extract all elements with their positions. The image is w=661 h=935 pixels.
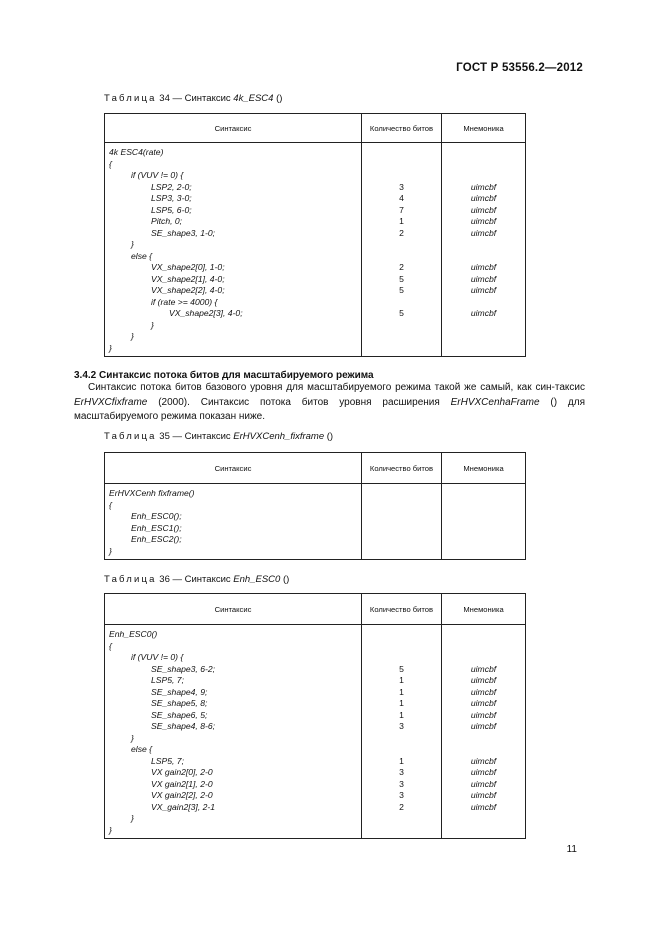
mnemonic-value: uimcbf — [470, 790, 497, 800]
mnemonic-value: uimcbf — [470, 686, 497, 697]
code-line: Enh_ESC0() — [109, 629, 158, 639]
page-number: 11 — [566, 844, 577, 855]
code-line: { — [109, 158, 112, 169]
mnemonic-value: uimcbf — [470, 663, 497, 674]
mnemonic-value — [442, 320, 525, 332]
mnemonic-cell — [442, 484, 526, 560]
mnemonic-value: uimcbf — [470, 216, 497, 226]
code-line: } — [131, 732, 134, 743]
code-line: if (VUV != 0) { — [131, 170, 184, 180]
bits-value — [362, 331, 441, 343]
bits-value — [362, 239, 441, 251]
bits-value — [362, 733, 441, 745]
caption-number: 35 — Синтаксис — [159, 431, 234, 442]
bits-value: 5 — [399, 285, 404, 295]
table-34 — [104, 113, 526, 357]
mnemonic-value: uimcbf — [470, 709, 497, 720]
bits-value: 3 — [399, 767, 404, 777]
code-line: VX gain2[2], 2-0 — [151, 790, 213, 800]
header-syntax: Синтаксис — [105, 114, 362, 143]
mnemonic-value — [442, 147, 525, 159]
code-line: LSP3, 3-0; — [151, 193, 192, 203]
bits-value — [362, 652, 441, 664]
header-mnemonic: Мнемоника — [442, 114, 526, 143]
mnemonic-value — [442, 534, 525, 546]
code-line: VX gain2[0], 2-0 — [151, 767, 213, 777]
code-line: } — [131, 813, 134, 823]
bits-value: 1 — [399, 755, 404, 766]
caption-prefix: Таблица — [104, 574, 157, 585]
code-line: } — [109, 342, 112, 353]
code-line: } — [131, 239, 134, 249]
header-bits: Количество битов — [362, 453, 442, 484]
mnemonic-value — [442, 500, 525, 512]
bits-value — [362, 488, 441, 500]
table35-caption — [104, 431, 333, 442]
code-line: SE_shape3, 6-2; — [151, 663, 216, 674]
code-line: } — [109, 824, 112, 835]
code-line: if (VUV != 0) { — [131, 652, 184, 662]
code-line: } — [109, 545, 112, 556]
mnemonic-value: uimcbf — [470, 767, 497, 777]
mnemonic-cell — [442, 625, 526, 839]
code-line: } — [131, 331, 134, 341]
bits-value: 1 — [399, 216, 404, 226]
bits-cell — [362, 625, 442, 839]
syntax-cell — [105, 484, 362, 560]
mnemonic-value — [442, 159, 525, 171]
code-line: Enh_ESC0(); — [131, 511, 182, 521]
mnemonic-value — [442, 343, 525, 355]
bits-value — [362, 251, 441, 263]
mnemonic-value — [442, 511, 525, 523]
syntax-cell — [105, 625, 362, 839]
code-line: LSP5, 7; — [151, 675, 184, 685]
table-36 — [104, 593, 526, 839]
bits-value — [362, 511, 441, 523]
bits-value: 5 — [399, 308, 404, 318]
table-35 — [104, 452, 526, 560]
para-text-1: Синтаксис потока битов базового уровня для масштабируемого режима такой же самый, как син-таксис — [88, 382, 585, 393]
code-line: LSP5, 7; — [151, 755, 184, 766]
code-line: 4k ESC4(rate) — [109, 147, 164, 157]
code-line: { — [109, 640, 112, 651]
bits-value: 1 — [399, 675, 404, 685]
caption-number: 34 — Синтаксис — [159, 93, 234, 104]
bits-value: 7 — [399, 204, 404, 215]
mnemonic-value — [442, 488, 525, 500]
bits-value: 4 — [399, 193, 404, 203]
code-line: LSP2, 2-0; — [151, 181, 192, 192]
mnemonic-value — [442, 825, 525, 837]
mnemonic-value — [442, 331, 525, 343]
caption-suffix: () — [273, 93, 283, 104]
code-line: VX_shape2[1], 4-0; — [151, 273, 225, 284]
code-line: VX_shape2[3], 4-0; — [169, 308, 243, 318]
mnemonic-value: uimcbf — [470, 698, 497, 708]
header-syntax: Синтаксис — [105, 594, 362, 625]
code-line: SE_shape5, 8; — [151, 698, 208, 708]
bits-value — [362, 546, 441, 558]
code-line: else { — [131, 250, 153, 261]
header-mnemonic: Мнемоника — [442, 453, 526, 484]
mnemonic-value — [442, 170, 525, 182]
bits-value — [362, 825, 441, 837]
caption-name: 4k_ESC4 — [233, 93, 274, 104]
bits-value — [362, 343, 441, 355]
bits-value — [362, 170, 441, 182]
mnemonic-value — [442, 813, 525, 825]
mnemonic-value: uimcbf — [470, 181, 497, 192]
caption-name: ErHVXCenh_fixframe — [233, 431, 325, 442]
mnemonic-value: uimcbf — [470, 308, 497, 318]
caption-prefix: Таблица — [104, 431, 157, 442]
header-syntax: Синтаксис — [105, 453, 362, 484]
mnemonic-value: uimcbf — [470, 204, 497, 215]
code-line: VX_shape2[0], 1-0; — [151, 262, 225, 272]
mnemonic-value: uimcbf — [470, 675, 497, 685]
mnemonic-value — [442, 546, 525, 558]
mnemonic-value: uimcbf — [470, 227, 497, 238]
code-line: SE_shape6, 5; — [151, 709, 208, 720]
bits-value: 1 — [399, 709, 404, 720]
mnemonic-value: uimcbf — [470, 801, 497, 812]
code-line: SE_shape3, 1-0; — [151, 227, 216, 238]
bits-value — [362, 159, 441, 171]
mnemonic-value — [442, 744, 525, 756]
bits-value — [362, 813, 441, 825]
bits-value: 3 — [399, 790, 404, 800]
bits-value: 5 — [399, 273, 404, 284]
mnemonic-value: uimcbf — [470, 755, 497, 766]
bits-value: 5 — [399, 663, 404, 674]
mnemonic-value: uimcbf — [470, 193, 497, 203]
header-mnemonic: Мнемоника — [442, 594, 526, 625]
caption-number: 36 — Синтаксис — [159, 574, 234, 585]
syntax-cell — [105, 143, 362, 357]
mnemonic-value — [442, 523, 525, 535]
mnemonic-value — [442, 297, 525, 309]
bits-value: 1 — [399, 698, 404, 708]
para-em-1: ErHVXCfixframe — [74, 396, 148, 408]
code-line: SE_shape4, 9; — [151, 686, 208, 697]
bits-value — [362, 629, 441, 641]
mnemonic-value: uimcbf — [470, 778, 497, 789]
code-line: LSP5, 6-0; — [151, 204, 192, 215]
bits-value — [362, 297, 441, 309]
code-line: else { — [131, 744, 153, 754]
caption-prefix: Таблица — [104, 93, 157, 104]
section-paragraph — [74, 381, 585, 425]
caption-name: Enh_ESC0 — [233, 574, 281, 585]
header-bits: Количество битов — [362, 594, 442, 625]
code-line: if (rate >= 4000) { — [151, 296, 218, 307]
bits-value: 1 — [399, 686, 404, 697]
bits-value: 3 — [399, 778, 404, 789]
mnemonic-value: uimcbf — [470, 262, 497, 272]
document-header: ГОСТ Р 53556.2—2012 — [456, 62, 583, 74]
bits-value — [362, 500, 441, 512]
table34-caption — [104, 93, 282, 104]
code-line: VX_shape2[2], 4-0; — [151, 285, 225, 295]
header-bits: Количество битов — [362, 114, 442, 143]
bits-value — [362, 744, 441, 756]
bits-value — [362, 147, 441, 159]
mnemonic-value: uimcbf — [470, 721, 497, 731]
code-line: SE_shape4, 8-6; — [151, 721, 216, 731]
bits-value: 2 — [399, 801, 404, 812]
mnemonic-value — [442, 251, 525, 263]
para-text-3: () для масштабируемого режима показан ниже. — [74, 396, 585, 422]
mnemonic-cell — [442, 143, 526, 357]
caption-suffix: () — [280, 574, 290, 585]
bits-value — [362, 641, 441, 653]
mnemonic-value: uimcbf — [470, 273, 497, 284]
mnemonic-value — [442, 629, 525, 641]
code-line: Enh_ESC2(); — [131, 534, 182, 544]
bits-value — [362, 534, 441, 546]
code-line: } — [151, 319, 154, 330]
mnemonic-value — [442, 641, 525, 653]
code-line: Enh_ESC1(); — [131, 522, 182, 533]
mnemonic-value — [442, 733, 525, 745]
code-line: ErHVXCenh fixframe() — [109, 488, 195, 498]
mnemonic-value — [442, 239, 525, 251]
table36-caption — [104, 574, 289, 585]
bits-value: 2 — [399, 262, 404, 272]
code-line: VX gain2[1], 2-0 — [151, 778, 213, 789]
caption-suffix: () — [324, 431, 334, 442]
para-text-2: (2000). Синтаксис потока битов уровня расширения — [147, 396, 451, 408]
para-em-2: ErHVXCenhaFrame — [450, 396, 540, 408]
bits-value — [362, 523, 441, 535]
bits-cell — [362, 143, 442, 357]
bits-value: 2 — [399, 227, 404, 238]
mnemonic-value — [442, 652, 525, 664]
bits-value: 3 — [399, 181, 404, 192]
code-line: VX_gain2[3], 2-1 — [151, 801, 216, 812]
code-line: Pitch, 0; — [151, 216, 183, 226]
section-heading: 3.4.2 Синтаксис потока битов для масштабируемого режима — [74, 370, 374, 381]
code-line: { — [109, 499, 112, 510]
bits-value — [362, 320, 441, 332]
mnemonic-value: uimcbf — [470, 285, 497, 295]
bits-cell — [362, 484, 442, 560]
bits-value: 3 — [399, 721, 404, 731]
